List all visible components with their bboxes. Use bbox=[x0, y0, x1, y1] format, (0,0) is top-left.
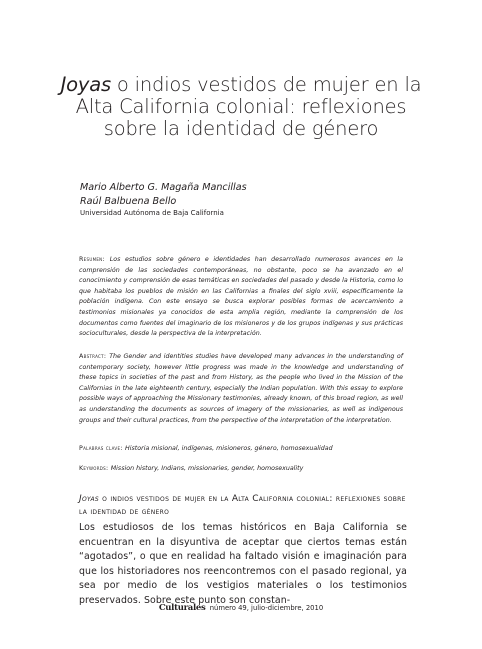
resumen bbox=[79, 255, 403, 340]
abstract bbox=[79, 352, 403, 426]
section-heading bbox=[79, 493, 409, 518]
authors bbox=[80, 181, 247, 208]
article-title-rest: o indios vestidos de mujer en la Alta California colonial: reflexiones sobre la identidad de género bbox=[75, 73, 422, 140]
abstract-label: Abstract: bbox=[79, 353, 110, 360]
footer-issue: número 49, julio-diciembre, 2010 bbox=[209, 604, 324, 612]
section-heading-italic: Joyas bbox=[79, 494, 99, 504]
keywords bbox=[79, 464, 403, 475]
abstract-text: The Gender and identities studies have developed many advances in the understanding of contemporary society, however little progress was made in the knowledge and understanding of these topics in societies of the past and from History, as the people who lived in the Mission of the Californias in the late eighteenth century, especially the Indian population. With this essay to explore possible ways of approaching the Missionary testimonies, already known, of this broad region, as well as understanding the documents as sources of imagery of the missionaries, as well as indigenous groups and their cultural practices, from the perspective of the interpretation of the interpretation. bbox=[79, 353, 403, 424]
keywords-label: Keywords: bbox=[79, 465, 111, 472]
author-1: Mario Alberto G. Magaña Mancillas bbox=[80, 182, 247, 193]
page-footer bbox=[0, 603, 482, 613]
body-paragraph: Los estudiosos de los temas históricos en Baja California se encuentran en la disyuntiva de aceptar que ciertos temas están “agotados”, o que en realidad ha faltado visión e imaginación para que los historiadores nos reencontremos con el pasado regional, ya sea por medio de los vestigios materiales o los testimonios preservados. Sobre este punto son constan- bbox=[79, 522, 407, 606]
section-heading-rest: o indios vestidos de mujer en la Alta California colonial: reflexiones sobre la identidad de género bbox=[79, 494, 406, 517]
journal-logo: Culturales bbox=[158, 603, 206, 613]
author-2: Raúl Balbuena Bello bbox=[80, 195, 177, 207]
article-title bbox=[60, 74, 422, 140]
palabras-clave-label: Palabras clave: bbox=[79, 445, 126, 452]
resumen-text: Los estudios sobre género e identidades han desarrollado numerosos avances en la comprensión de las sociedades contemporáneas, no obstante, poco se ha avanzado en el conocimiento y comprensión de esas temáticas en sociedades del pasado y desde la Historia, como lo que habitaba los pueblos de misión en las Californias a finales del siglo xviii, específicamente la población indígena. Con este ensayo se busca explorar posibles formas de acercamiento a testimonios misionales ya conocidos de esta amplia región, mediante la comprensión de los documentos como fuentes del imaginario de los misioneros y de los grupos indígenas y sus prácticas socioculturales, desde la perspectiva de la interpretación. bbox=[79, 256, 404, 338]
palabras-clave bbox=[79, 444, 403, 455]
article-title-italic: Joyas bbox=[60, 73, 111, 96]
resumen-label: Resumen: bbox=[79, 256, 110, 263]
palabras-clave-text: Historia misional, indígenas, misioneros, género, homosexualidad bbox=[125, 445, 333, 452]
keywords-text: Mission history, Indians, missionaries, gender, homosexuality bbox=[110, 465, 304, 472]
affiliation: Universidad Autónoma de Baja California bbox=[80, 209, 224, 217]
